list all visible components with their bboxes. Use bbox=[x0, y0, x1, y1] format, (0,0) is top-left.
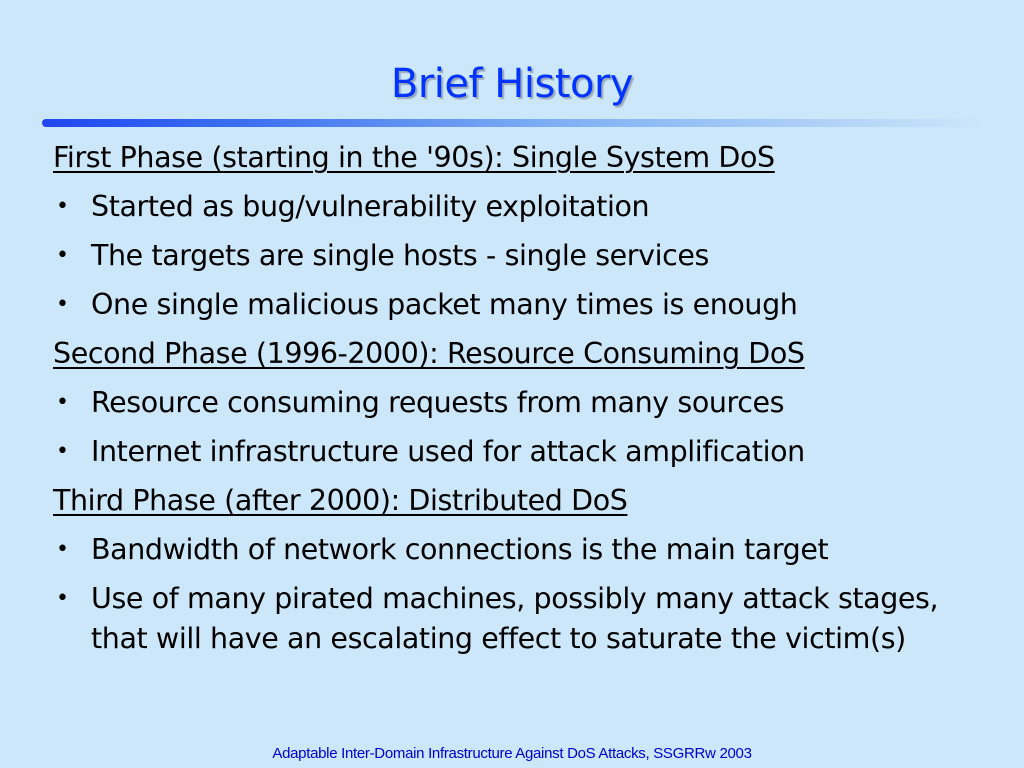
title-divider bbox=[42, 119, 982, 127]
bullet-item bbox=[53, 383, 973, 423]
bullet-dot-icon: • bbox=[56, 243, 69, 268]
phase-heading: First Phase (starting in the '90s): Single System DoS bbox=[53, 141, 775, 174]
bullet-text: Internet infrastructure used for attack amplification bbox=[91, 435, 805, 468]
bullet-item bbox=[53, 187, 973, 227]
phase-section bbox=[53, 334, 973, 472]
bullet-text: One single malicious packet many times is enough bbox=[91, 288, 798, 321]
phase-section bbox=[53, 481, 973, 659]
phase-heading: Third Phase (after 2000): Distributed DoS bbox=[53, 484, 628, 517]
bullet-item bbox=[53, 285, 973, 325]
bullet-list bbox=[53, 187, 973, 325]
bullet-dot-icon: • bbox=[56, 390, 69, 415]
slide-body bbox=[53, 138, 973, 668]
bullet-text: Resource consuming requests from many sources bbox=[91, 386, 785, 419]
bullet-dot-icon: • bbox=[56, 439, 69, 464]
bullet-text: The targets are single hosts - single services bbox=[91, 239, 709, 272]
bullet-item bbox=[53, 530, 973, 570]
bullet-dot-icon: • bbox=[56, 537, 69, 562]
bullet-item bbox=[53, 236, 973, 276]
phase-section bbox=[53, 138, 973, 325]
slide-title: Brief History bbox=[390, 61, 634, 107]
phase-heading: Second Phase (1996-2000): Resource Consuming DoS bbox=[53, 337, 805, 370]
bullet-dot-icon: • bbox=[56, 292, 69, 317]
bullet-item bbox=[53, 579, 973, 659]
bullet-dot-icon: • bbox=[56, 586, 69, 611]
bullet-list bbox=[53, 383, 973, 472]
bullet-text: Bandwidth of network connections is the main target bbox=[91, 533, 829, 566]
bullet-item bbox=[53, 432, 973, 472]
slide-footer: Adaptable Inter-Domain Infrastructure Against DoS Attacks, SSGRRw 2003 bbox=[272, 745, 752, 762]
bullet-dot-icon: • bbox=[56, 194, 69, 219]
bullet-text: Use of many pirated machines, possibly many attack stages, that will have an escalating effect to saturate the victim(s) bbox=[91, 582, 939, 655]
bullet-text: Started as bug/vulnerability exploitation bbox=[91, 190, 650, 223]
bullet-list bbox=[53, 530, 973, 659]
